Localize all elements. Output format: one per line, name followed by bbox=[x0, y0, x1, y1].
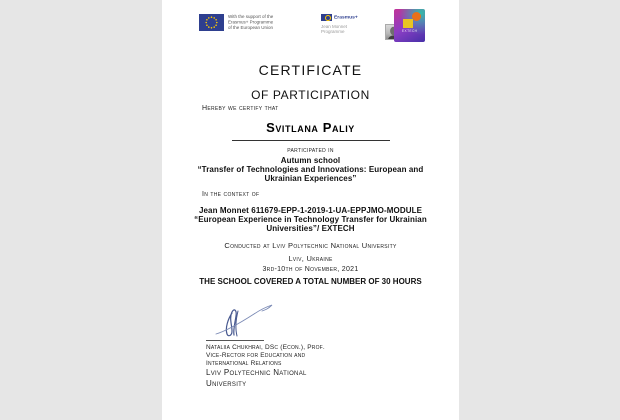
hours-line: THE SCHOOL COVERED A TOTAL NUMBER OF 30 HOURS bbox=[199, 277, 422, 286]
logo-row bbox=[162, 0, 459, 50]
date-line: 3rd-10th of November, 2021 bbox=[262, 266, 359, 273]
school-topic-line1: “Transfer of Technologies and Innovations: European and bbox=[197, 165, 424, 174]
school-name: Autumn school bbox=[280, 156, 341, 165]
certificate-page bbox=[162, 0, 459, 420]
signatory-role-line2: International Relations bbox=[206, 359, 282, 367]
signature-line bbox=[206, 340, 264, 341]
name-underline bbox=[232, 140, 390, 141]
mini-eu-flag-icon bbox=[321, 14, 332, 21]
module-title-line2: Universities”/ EXTECH bbox=[266, 224, 355, 233]
context-label: In the context of bbox=[202, 191, 260, 198]
eu-support-text bbox=[228, 14, 293, 31]
extech-circle-shape bbox=[412, 12, 421, 21]
certify-label: Hereby we certify that bbox=[202, 105, 279, 112]
module-title-line1: “European Experience in Technology Transfer for Ukrainian bbox=[194, 215, 427, 224]
jean-monnet-line1: Jean Monnet bbox=[321, 24, 348, 29]
recipient-name: Svitlana Paliy bbox=[266, 120, 355, 135]
conducted-at-line: Conducted at Lviv Polytechnic National University bbox=[224, 241, 397, 250]
signatory-block bbox=[206, 344, 356, 389]
extech-logo-label: EXTECH bbox=[402, 29, 418, 33]
location-line: Lviv, Ukraine bbox=[288, 254, 333, 263]
extech-square-shape bbox=[403, 19, 413, 28]
eu-support-line1: With the support of the bbox=[228, 14, 274, 19]
extech-logo bbox=[394, 9, 425, 42]
erasmus-plus-row bbox=[321, 13, 371, 21]
jean-monnet-line2: Programme bbox=[321, 29, 345, 34]
participated-label: participated in bbox=[287, 147, 334, 154]
jean-monnet-row bbox=[321, 24, 371, 44]
eu-support-line3: of the European Union bbox=[228, 25, 274, 30]
school-topic-line2: Ukrainian Experiences” bbox=[264, 174, 357, 183]
signatory-org-line2: University bbox=[206, 379, 247, 389]
eu-support-line2: Erasmus+ Programme bbox=[228, 19, 274, 25]
eu-flag-icon bbox=[199, 14, 224, 31]
signatory-role-line1: Vice-Rector for Education and bbox=[206, 351, 306, 359]
module-code-line: Jean Monnet 611679-EPP-1-2019-1-UA-EPPJMO-MODULE bbox=[198, 206, 423, 215]
jean-monnet-logo bbox=[321, 13, 371, 44]
signatory-name: Nataliia Chukhrai, DSc (Econ.), Prof. bbox=[206, 344, 325, 351]
certificate-subtitle: OF PARTICIPATION bbox=[251, 88, 370, 102]
certificate-title: CERTIFICATE bbox=[258, 62, 363, 78]
signatory-org-line1: Lviv Polytechnic National bbox=[206, 368, 307, 378]
signature-scribble bbox=[210, 301, 280, 341]
jean-monnet-text bbox=[321, 24, 361, 34]
erasmus-plus-label: Erasmus+ bbox=[334, 14, 358, 20]
